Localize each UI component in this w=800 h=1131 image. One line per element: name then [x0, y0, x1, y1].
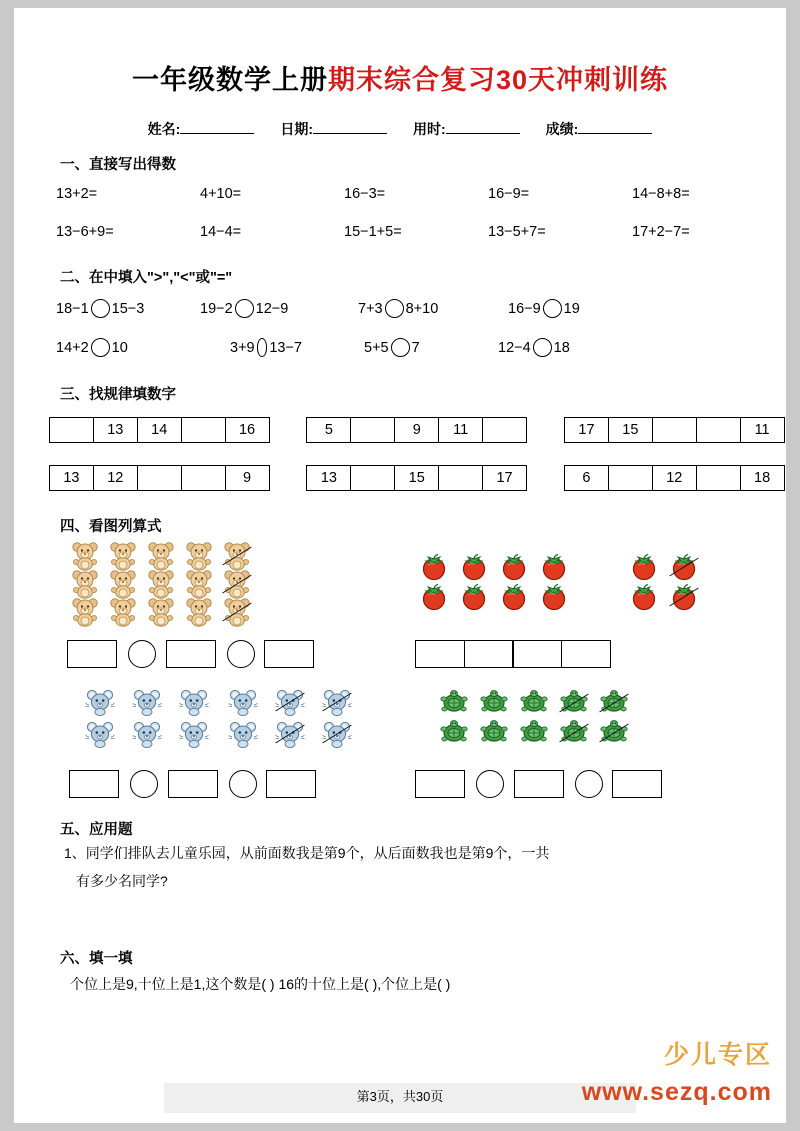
sequence-strip: [50, 417, 270, 443]
turtle-answer-row: [416, 770, 662, 798]
bear-group: [66, 542, 256, 626]
turtle-icon: [434, 718, 474, 748]
mouse-group-b: [219, 686, 360, 750]
sequence-cell[interactable]: [350, 417, 395, 443]
tomato-answer-row: [416, 640, 611, 668]
mouse-icon: [313, 718, 360, 750]
info-field-time: 用时:: [413, 119, 520, 139]
tomato-group-b: [624, 552, 704, 612]
mouse-icon: [170, 718, 217, 750]
sequence-cell[interactable]: 11: [438, 417, 483, 443]
compare-item: 5+5 7: [364, 339, 420, 356]
tomato-group-a: [414, 552, 574, 612]
compare-item: 19−2 12−9: [200, 300, 289, 317]
section-heading-2: 二、在中填入">","<"或"=": [60, 270, 233, 286]
sequence-cell[interactable]: [652, 417, 697, 443]
page-title: [14, 58, 786, 97]
mouse-icon: [76, 718, 123, 750]
answer-box[interactable]: [67, 640, 117, 668]
page-title-red: 期末综合复习30天冲刺训练: [327, 65, 669, 95]
sequence-strip: [308, 465, 528, 491]
sequence-cell[interactable]: [49, 417, 94, 443]
compare-item: 14+2 10: [56, 339, 128, 356]
tomato-icon: [414, 552, 454, 582]
sequence-cell[interactable]: 15: [394, 465, 439, 491]
bear-icon: [218, 570, 256, 598]
sequence-cell[interactable]: 16: [225, 417, 270, 443]
mouse-icon: [76, 686, 123, 718]
mouse-icon: [123, 686, 170, 718]
turtle-icon: [474, 688, 514, 718]
compare-item: 7+3 8+10: [358, 300, 439, 317]
info-field-score: 成绩:: [546, 119, 653, 139]
answer-circle[interactable]: [476, 770, 504, 798]
sequence-cell[interactable]: [482, 417, 527, 443]
bear-icon: [218, 598, 256, 626]
answer-box[interactable]: [168, 770, 218, 798]
word-problem-line-1: 1、同学们排队去儿童乐园，从前面数我是第9个，从后面数我也是第9个，一共: [64, 845, 550, 861]
arithmetic-item: 14−8+8=: [632, 186, 690, 202]
turtle-icon: [434, 688, 474, 718]
bear-icon: [142, 570, 180, 598]
bear-icon: [142, 598, 180, 626]
arithmetic-item: 13−5+7=: [488, 224, 546, 240]
turtle-icon: [594, 718, 634, 748]
section-heading-3: 三、找规律填数字: [60, 387, 176, 403]
mouse-icon: [219, 686, 266, 718]
tomato-icon: [494, 552, 534, 582]
answer-circle[interactable]: [229, 770, 257, 798]
compare-blank-circle[interactable]: [385, 299, 404, 318]
sequence-cell[interactable]: [438, 465, 483, 491]
sequence-cell[interactable]: [696, 465, 741, 491]
bear-icon: [180, 598, 218, 626]
tomato-icon: [624, 582, 664, 612]
answer-box[interactable]: [612, 770, 662, 798]
sequence-cell[interactable]: 11: [740, 417, 785, 443]
sequence-cell[interactable]: 15: [608, 417, 653, 443]
info-field-name: 姓名:: [148, 119, 255, 139]
sequence-cell[interactable]: 9: [225, 465, 270, 491]
sequence-cell[interactable]: [608, 465, 653, 491]
arithmetic-item: 16−9=: [488, 186, 530, 202]
answer-box[interactable]: [514, 770, 564, 798]
compare-blank-circle[interactable]: [257, 338, 268, 357]
answer-box[interactable]: [415, 640, 465, 668]
sequence-strip: [565, 465, 785, 491]
tomato-icon: [414, 582, 454, 612]
tomato-icon: [534, 582, 574, 612]
sequence-cell[interactable]: 13: [93, 417, 138, 443]
sequence-strip: [50, 465, 270, 491]
section-heading-5: 五、应用题: [60, 822, 133, 838]
fill-in-line: 个位上是9,十位上是1,这个数是( ) 16的十位上是( ),个位上是( ): [70, 976, 451, 992]
mouse-icon: [313, 686, 360, 718]
sequence-cell[interactable]: 17: [564, 417, 609, 443]
sequence-row-1: [14, 417, 786, 443]
bear-answer-row: [68, 640, 314, 668]
sequence-strip: [308, 417, 528, 443]
turtle-icon: [514, 718, 554, 748]
arithmetic-item: 4+10=: [200, 186, 242, 202]
sequence-cell[interactable]: 6: [564, 465, 609, 491]
sequence-cell[interactable]: 9: [394, 417, 439, 443]
word-problem-line-2: 有多少名同学?: [76, 873, 168, 889]
bear-icon: [218, 542, 256, 570]
tomato-icon: [624, 552, 664, 582]
sequence-strip: [565, 417, 785, 443]
sequence-cell[interactable]: [181, 417, 226, 443]
answer-box[interactable]: [266, 770, 316, 798]
mouse-group-a: [76, 686, 217, 750]
answer-circle[interactable]: [130, 770, 158, 798]
turtle-icon: [474, 718, 514, 748]
arithmetic-item: 13+2=: [56, 186, 98, 202]
arithmetic-item: 13−6+9=: [56, 224, 114, 240]
sequence-cell[interactable]: [696, 417, 741, 443]
sequence-cell[interactable]: [350, 465, 395, 491]
compare-item: 18−1 15−3: [56, 300, 145, 317]
turtle-group: [434, 688, 634, 748]
section-heading-6: 六、填一填: [60, 951, 133, 967]
compare-item: 3+9 13−7: [230, 339, 302, 356]
compare-blank-circle[interactable]: [91, 299, 110, 318]
bear-icon: [104, 570, 142, 598]
arithmetic-item: 15−1+5=: [344, 224, 402, 240]
page-title-black: 一年级数学上册: [131, 65, 328, 95]
watermark-brand: 少儿专区: [663, 1041, 772, 1069]
section-heading-4: 四、看图列算式: [60, 519, 162, 535]
mouse-icon: [170, 686, 217, 718]
sequence-cell[interactable]: 18: [740, 465, 785, 491]
sequence-cell[interactable]: 13: [49, 465, 94, 491]
bear-icon: [66, 570, 104, 598]
answer-circle[interactable]: [227, 640, 255, 668]
answer-box[interactable]: [69, 770, 119, 798]
mouse-answer-row: [70, 770, 316, 798]
section-heading-1: 一、直接写出得数: [60, 157, 176, 173]
answer-circle[interactable]: [575, 770, 603, 798]
info-field-date: 日期:: [280, 119, 387, 139]
answer-box[interactable]: [561, 640, 611, 668]
mouse-icon: [219, 718, 266, 750]
turtle-icon: [594, 688, 634, 718]
answer-circle[interactable]: [128, 640, 156, 668]
compare-row-1: [14, 299, 786, 318]
compare-blank-circle[interactable]: [391, 338, 410, 357]
tomato-icon: [664, 582, 704, 612]
compare-item: 12−4 18: [498, 339, 570, 356]
bear-icon: [142, 542, 180, 570]
answer-box[interactable]: [512, 640, 562, 668]
bear-icon: [104, 598, 142, 626]
tomato-icon: [534, 552, 574, 582]
watermark-site: www.sezq.com: [581, 1078, 772, 1106]
page-footer: 第3页，共30页: [356, 1089, 444, 1104]
info-fields-row: [14, 119, 786, 139]
compare-blank-circle[interactable]: [543, 299, 562, 318]
answer-box[interactable]: [264, 640, 314, 668]
mouse-icon: [266, 686, 313, 718]
sequence-cell[interactable]: [137, 465, 182, 491]
sequence-cell[interactable]: 14: [137, 417, 182, 443]
answer-box[interactable]: [415, 770, 465, 798]
arithmetic-row-1: [14, 186, 786, 202]
tomato-icon: [494, 582, 534, 612]
sequence-cell[interactable]: 13: [306, 465, 351, 491]
arithmetic-item: 17+2−7=: [632, 224, 690, 240]
compare-row-2: [14, 338, 786, 357]
sequence-cell[interactable]: 5: [306, 417, 351, 443]
sequence-cell[interactable]: [181, 465, 226, 491]
arithmetic-item: 14−4=: [200, 224, 242, 240]
bear-icon: [180, 542, 218, 570]
turtle-icon: [514, 688, 554, 718]
compare-blank-circle[interactable]: [91, 338, 110, 357]
mouse-icon: [266, 718, 313, 750]
bear-icon: [66, 542, 104, 570]
tomato-icon: [664, 552, 704, 582]
bear-icon: [104, 542, 142, 570]
sequence-row-2: [14, 465, 786, 491]
answer-box[interactable]: [166, 640, 216, 668]
sequence-cell[interactable]: 17: [482, 465, 527, 491]
compare-item: 16−9 19: [508, 300, 580, 317]
compare-blank-circle[interactable]: [533, 338, 552, 357]
tomato-icon: [454, 552, 494, 582]
sequence-cell[interactable]: 12: [93, 465, 138, 491]
answer-box[interactable]: [464, 640, 514, 668]
mouse-icon: [123, 718, 170, 750]
turtle-icon: [554, 718, 594, 748]
bear-icon: [180, 570, 218, 598]
tomato-icon: [454, 582, 494, 612]
turtle-icon: [554, 688, 594, 718]
worksheet-page: [14, 8, 786, 1123]
bear-icon: [66, 598, 104, 626]
sequence-cell[interactable]: 12: [652, 465, 697, 491]
arithmetic-row-2: [14, 224, 786, 240]
compare-blank-circle[interactable]: [235, 299, 254, 318]
arithmetic-item: 16−3=: [344, 186, 386, 202]
